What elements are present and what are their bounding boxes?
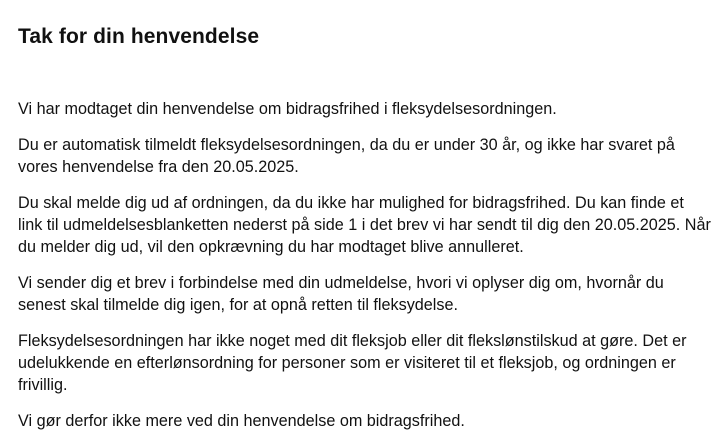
- paragraph-closing: Vi gør derfor ikke mere ved din henvendelse om bidragsfrihed.: [18, 412, 465, 430]
- paragraph-received: Vi har modtaget din henvendelse om bidragsfrihed i fleksydelsesordningen.: [18, 100, 557, 118]
- message-body: [18, 98, 711, 432]
- paragraph-letter-info: Vi sender dig et brev i forbindelse med din udmeldelse, hvori vi oplyser dig om, hvornår du senest skal tilmelde dig igen, for at opnå retten til fleksydelse.: [18, 274, 664, 314]
- page-title: Tak for din henvendelse: [18, 25, 260, 48]
- paragraph-opt-out: Du skal melde dig ud af ordningen, da du ikke har mulighed for bidragsfrihed. Du kan finde et link til udmeldelsesblanketten nederst på side 1 i det brev vi har sendt til dig den 20.05.2025. Når du melder dig ud, vil den opkrævning du har modtaget blive annulleret.: [18, 194, 711, 256]
- paragraph-auto-enrolled: Du er automatisk tilmeldt fleksydelsesordningen, da du er under 30 år, og ikke har svaret på vores henvendelse fra den 20.05.2025.: [18, 136, 675, 176]
- paragraph-scheme-info: Fleksydelsesordningen har ikke noget med dit fleksjob eller dit flekslønstilskud at gøre. Det er udelukkende en efterlønsordning for personer som er visiteret til et fleksjob, og ordningen er frivillig.: [18, 332, 687, 394]
